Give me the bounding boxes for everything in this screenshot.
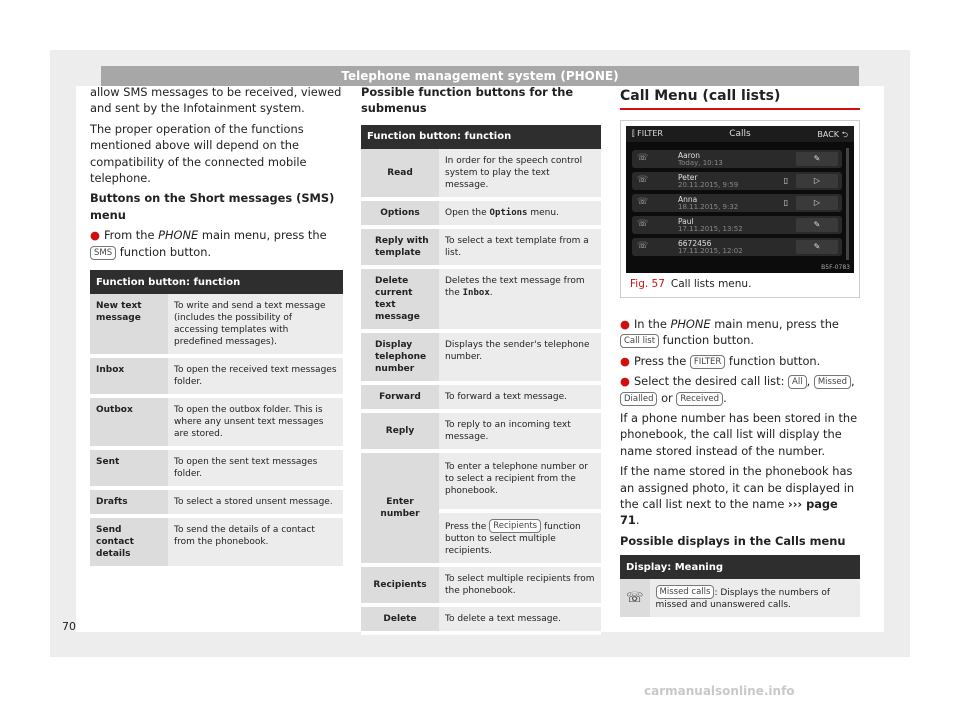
mobile-icon: ▯ [783,176,789,185]
column-3 [620,86,860,621]
table-row: Recipients To select multiple recipients from the phonebook. [361,565,601,605]
paragraph: The proper operation of the functions mentioned above will depend on the compatibility of the connected mobile telephone. [90,121,307,186]
paragraph: If a phone number has been stored in the phonebook, the call list will display the name stored instead of the number. [620,411,858,458]
call-list-key: Call list [620,334,659,348]
table-row: Delete To delete a text message. [361,605,601,633]
edit-icon: ✎ [796,240,838,254]
screen-top-bar [626,126,854,142]
missed-key: Missed [814,375,851,389]
page-number: 70 [62,620,76,633]
sms-function-table [90,270,343,570]
figure-code: B5F-0783 [821,264,850,271]
recipients-key: Recipients [489,519,541,533]
display-meaning-table [620,555,860,621]
page-link[interactable]: ››› page 71 [620,497,838,528]
bullet-icon: ● [620,374,630,389]
edit-icon: ✎ [796,218,838,232]
instructions [620,316,860,621]
call-row: ☏ Paul 17.11.2015, 13:52 ✎ [632,216,842,234]
filter-button: ⫿ FILTER [632,129,663,138]
table-row: Outbox To open the outbox folder. This is where any unsent text messages are stored. [90,396,343,448]
table-row: Delete current text message Deletes the text message from the Inbox. [361,267,601,331]
dialled-call-icon: ☏ [637,175,649,185]
missed-call-icon: ☏ [637,153,649,163]
table-row: Read In order for the speech control system to play the text message. [361,149,601,199]
screen-title: Calls [729,129,751,139]
play-icon: ▷ [796,174,838,188]
running-header: Telephone management system (PHONE) [101,66,859,86]
received-key: Received [676,392,723,406]
paragraph: If the name stored in the phonebook has an assigned photo, it can be displayed in the call list next to the name ››› page 71. [620,464,855,528]
page-content [76,86,884,632]
call-row: ☏ Anna 18.11.2015, 9:32 ▯ ▷ [632,194,842,212]
table-row: Display telephone number Displays the sender's telephone number. [361,331,601,383]
call-row: ☏ 6672456 17.11.2015, 12:02 ✎ [632,238,842,256]
watermark: carmanualsonline.info [644,684,795,698]
column-1 [90,86,343,570]
call-row: ☏ Aaron Today, 10:13 ✎ [632,150,842,168]
figure-caption: Fig. 57 Call lists menu. [630,278,752,290]
subheading: Possible displays in the Calls menu [620,533,846,548]
call-row: ☏ Peter 20.11.2015, 9:59 ▯ ▷ [632,172,842,190]
table-row: Options Open the Options menu. [361,199,601,227]
subheading: Possible function buttons for the submenus [361,85,574,116]
dialled-call-icon: ☏ [637,219,649,229]
table-row: Send contact details To send the details of a contact from the phonebook. [90,516,343,568]
bullet-icon: ● [620,317,630,331]
table-row: New text message To write and send a text message (includes the possibility of accessing templates with predefined messages). [90,294,343,356]
filter-key: FILTER [690,355,725,369]
missed-call-icon: ☏ [620,579,650,619]
bullet-icon: ● [90,228,100,243]
table-row: Drafts To select a stored unsent message. [90,488,343,516]
sms-key: SMS [90,246,116,260]
table-row: Sent To open the sent text messages folder. [90,448,343,488]
figure-57 [620,120,860,298]
table-row: Press the Recipients function button to select multiple recipients. [361,511,601,565]
all-key: All [788,375,807,389]
table-row: Reply with template To select a text template from a list. [361,227,601,267]
table-row: Enter number To enter a telephone number or to select a recipient from the phonebook. [361,451,601,511]
column-2 [361,86,601,635]
instruction-step: ● From the PHONE main menu, press the SMS function button. [90,228,327,259]
dialled-call-icon: ☏ [637,197,649,207]
table-row: Forward To forward a text message. [361,383,601,411]
table-header: Display: Meaning [620,555,860,579]
table-row: ☏ Missed calls : Displays the numbers of missed and unanswered calls. [620,579,860,619]
subheading: Buttons on the Short messages (SMS) menu [90,191,335,222]
mobile-icon: ▯ [783,198,789,207]
scrollbar [846,148,849,260]
calls-screen [626,126,854,273]
dialled-key: Dialled [620,392,657,406]
dialled-call-icon: ☏ [637,241,649,251]
play-icon: ▷ [796,196,838,210]
back-button: BACK ⮌ [817,130,848,139]
table-header: Function button: function [90,270,343,294]
missed-calls-key: Missed calls [656,585,715,599]
table-row: Inbox To open the received text messages folder. [90,356,343,396]
paragraph: allow SMS messages to be received, viewed and sent by the Infotainment system. [90,85,342,116]
edit-icon: ✎ [796,152,838,166]
instruction-step: ● Select the desired call list: All , Missed , Dialled or Received . [620,374,855,405]
submenu-function-table [361,125,601,635]
instruction-step: ● Press the FILTER function button. [620,353,821,368]
table-row: Reply To reply to an incoming text message. [361,411,601,451]
bullet-icon: ● [620,353,630,368]
section-title: Call Menu (call lists) [620,86,860,110]
table-header: Function button: function [361,125,601,149]
instruction-step: ● In the PHONE main menu, press the Call list function button. [620,317,839,348]
